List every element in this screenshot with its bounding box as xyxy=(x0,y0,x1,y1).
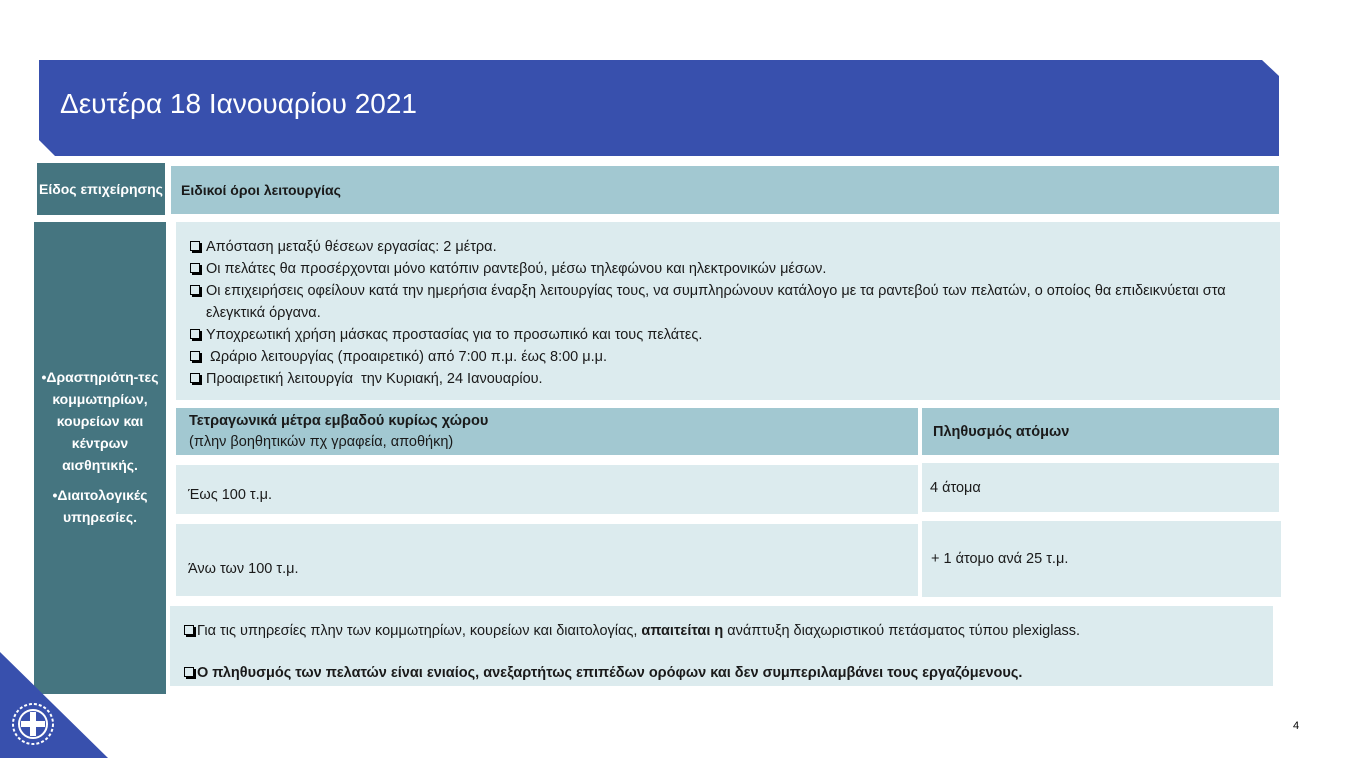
list-item: Προαιρετική λειτουργία την Κυριακή, 24 Ιανουαρίου. xyxy=(190,368,1266,390)
list-item: Οι πελάτες θα προσέρχονται μόνο κατόπιν ραντεβού, μέσω τηλεφώνου και ηλεκτρονικών μέσων. xyxy=(190,258,1266,280)
business-type-header: Είδος επιχείρησης xyxy=(37,163,165,215)
notes-box xyxy=(170,606,1273,686)
page-number: 4 xyxy=(1293,720,1300,732)
page-title: Δευτέρα 18 Ιανουαρίου 2021 xyxy=(60,88,417,119)
table-row-area: Άνω των 100 τ.μ. xyxy=(176,524,918,596)
note-item: Για τις υπηρεσίες πλην των κομμωτηρίων, κουρείων και διαιτολογίας, απαιτείται η ανάπτυξη διαχωριστικού πετάσματος τύπου plexiglass. xyxy=(184,620,1273,642)
area-header-note: (πλην βοηθητικών πχ γραφεία, αποθήκη) xyxy=(189,434,454,450)
checkbox-bullet-icon xyxy=(190,329,200,339)
checkbox-bullet-icon xyxy=(190,263,200,273)
checkbox-bullet-icon xyxy=(184,667,194,677)
note-item: Ο πληθυσμός των πελατών είναι ενιαίος, ανεξαρτήτως επιπέδων ορόφων και δεν συμπεριλαμβάνει τους εργαζόμενους. xyxy=(184,662,1273,684)
checkbox-bullet-icon xyxy=(190,373,200,383)
checkbox-bullet-icon xyxy=(184,625,194,635)
area-column-header xyxy=(176,408,918,455)
list-item: Απόσταση μεταξύ θέσεων εργασίας: 2 μέτρα. xyxy=(190,236,1266,258)
rules-list xyxy=(176,222,1280,400)
checkbox-bullet-icon xyxy=(190,351,200,361)
special-terms-header: Ειδικοί όροι λειτουργίας xyxy=(171,166,1279,214)
business-item-dietetics: •Διαιτολογικές υπηρεσίες. xyxy=(52,487,148,525)
list-item: Ωράριο λειτουργίας (προαιρετικό) από 7:00 π.μ. έως 8:00 μ.μ. xyxy=(190,346,1266,368)
greek-emblem-icon xyxy=(10,701,56,747)
checkbox-bullet-icon xyxy=(190,241,200,251)
table-row-population: 4 άτομα xyxy=(922,463,1279,512)
checkbox-bullet-icon xyxy=(190,285,200,295)
list-item: Οι επιχειρήσεις οφείλουν κατά την ημερήσια έναρξη λειτουργίας τους, να συμπληρώνουν κατάλογο με τα ραντεβού των πελατών, ο οποίος θα επιδεικνύεται στα ελεγκτικά όργανα. xyxy=(190,280,1266,324)
business-type-cell xyxy=(34,222,166,694)
business-item-salons: •Δραστηριότη-τες κομμωτηρίων, κουρείων και κέντρων αισθητικής. xyxy=(41,369,159,473)
table-row-area: Έως 100 τ.μ. xyxy=(176,465,918,514)
area-header-title: Τετραγωνικά μέτρα εμβαδού κυρίως χώρου xyxy=(189,413,489,429)
population-column-header: Πληθυσμός ατόμων xyxy=(922,408,1279,455)
table-row-population: + 1 άτομο ανά 25 τ.μ. xyxy=(922,521,1281,597)
list-item: Υποχρεωτική χρήση μάσκας προστασίας για το προσωπικό και τους πελάτες. xyxy=(190,324,1266,346)
